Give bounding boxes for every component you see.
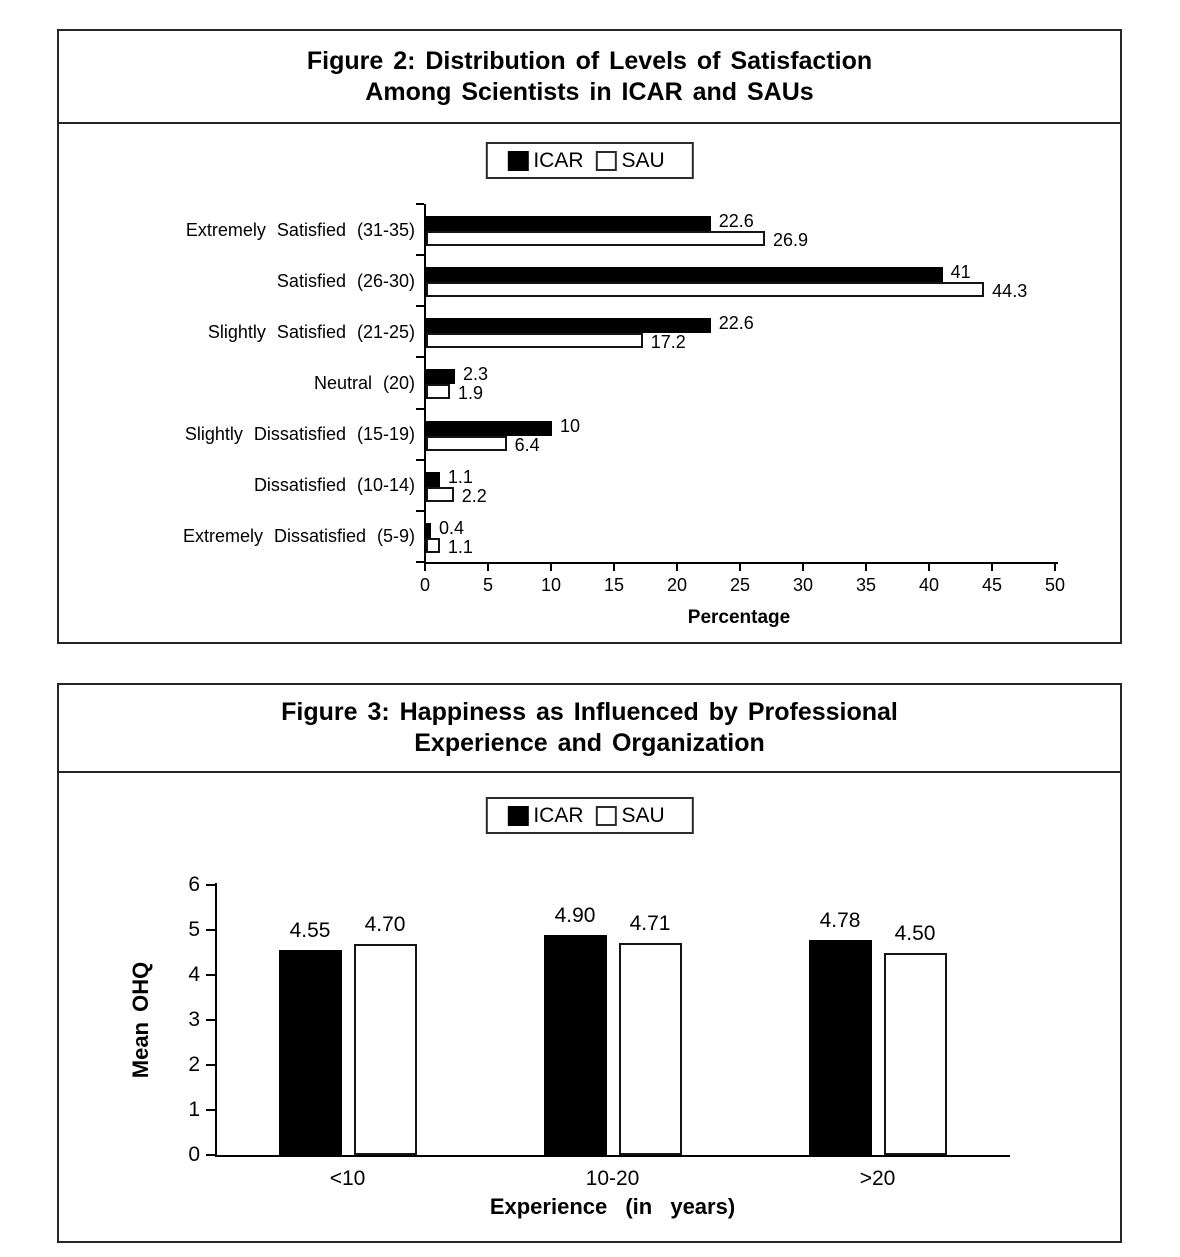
x-tick-label: 40 <box>918 575 940 595</box>
category-label: Neutral (20) <box>313 373 415 393</box>
legend-swatch-icar <box>507 151 528 171</box>
category-label: Extremely Dissatisfied (5-9) <box>182 526 415 547</box>
x-axis-tick <box>928 564 930 571</box>
bar-sau <box>426 282 984 297</box>
bar-value-label: 44.3 <box>992 281 1028 302</box>
figure3-header <box>59 685 1120 773</box>
y-axis-tick <box>206 1064 215 1066</box>
category-label: >20 <box>859 1167 896 1190</box>
y-axis-tick <box>416 510 424 512</box>
bar-value-label: 4.50 <box>894 921 936 945</box>
figure2-title-line-2: Among Scientists in ICAR and SAUs <box>365 77 814 106</box>
bar-sau <box>426 333 643 348</box>
y-tick-label: 1 <box>188 1098 200 1121</box>
x-axis-tick <box>424 564 426 571</box>
x-axis-tick <box>613 564 615 571</box>
bar-value-label: 22.6 <box>718 211 754 231</box>
legend-label-icar: ICAR <box>533 149 584 172</box>
bar-icar <box>426 421 552 436</box>
figure2-title-line-1: Figure 2: Distribution of Levels of Satisfaction <box>306 46 873 75</box>
y-axis-tick <box>416 305 424 307</box>
y-axis-title: Mean OHQ <box>128 961 153 1079</box>
legend-label-sau: SAU <box>621 149 665 172</box>
bar-value-label: 1.9 <box>457 383 483 404</box>
y-axis-tick <box>206 1154 215 1156</box>
bar-value-label: 4.78 <box>819 908 861 932</box>
bar-value-label: 2.2 <box>461 485 487 506</box>
category-label: Extremely Satisfied (31-35) <box>185 219 415 240</box>
bar-icar <box>426 472 440 487</box>
x-tick-label: 25 <box>729 575 751 595</box>
bar-sau <box>426 487 454 502</box>
y-tick-label: 5 <box>188 918 200 941</box>
x-tick-label: 10 <box>540 575 562 595</box>
bar-value-label: 4.90 <box>554 903 596 927</box>
bar-sau <box>426 231 765 246</box>
x-tick-label: 45 <box>981 575 1003 595</box>
x-axis-tick <box>1054 564 1056 571</box>
bar-value-label: 4.71 <box>629 912 671 936</box>
category-label: Slightly Dissatisfied (15-19) <box>184 424 415 445</box>
y-axis-tick <box>416 408 424 410</box>
bar-icar <box>426 216 711 231</box>
y-tick-label: 4 <box>188 963 200 986</box>
bar-sau <box>426 538 440 553</box>
bar-sau <box>426 436 507 451</box>
x-axis-tick <box>676 564 678 571</box>
bar-value-label: 1.1 <box>447 466 473 487</box>
figure3-title-line-2: Experience and Organization <box>414 729 765 757</box>
bar-value-label: 6.4 <box>514 434 540 455</box>
bar-icar <box>426 318 711 333</box>
x-axis-tick <box>550 564 552 571</box>
bar-value-label: 4.55 <box>289 919 331 943</box>
bar-value-label: 1.1 <box>447 536 473 557</box>
x-tick-label: 0 <box>419 575 430 595</box>
x-tick-label: 30 <box>792 575 814 595</box>
legend-label-icar: ICAR <box>533 804 584 827</box>
x-axis-tick <box>739 564 741 571</box>
bar-icar <box>544 935 607 1156</box>
x-axis-tick <box>487 564 489 571</box>
figure3-chart <box>59 773 1120 1241</box>
legend-swatch-sau <box>596 806 617 826</box>
x-axis-line <box>424 562 1058 564</box>
x-axis-line <box>215 1155 1010 1157</box>
bar-value-label: 22.6 <box>718 313 754 334</box>
bar-icar <box>426 267 943 282</box>
category-label: Dissatisfied (10-14) <box>253 475 415 496</box>
y-tick-label: 3 <box>188 1008 200 1031</box>
category-label: Satisfied (26-30) <box>276 270 415 291</box>
x-tick-label: 5 <box>482 575 493 595</box>
y-axis-tick <box>206 974 215 976</box>
y-axis-tick <box>206 884 215 886</box>
y-axis-line <box>215 883 217 1157</box>
category-label: 10-20 <box>585 1167 640 1190</box>
x-axis-title: Percentage <box>687 607 791 628</box>
bar-value-label: 26.9 <box>772 230 808 250</box>
bar-sau <box>354 944 417 1156</box>
category-label: Slightly Satisfied (21-25) <box>207 321 415 342</box>
bar-value-label: 10 <box>560 415 581 436</box>
x-axis-tick <box>802 564 804 571</box>
x-tick-label: 35 <box>855 575 877 595</box>
legend-swatch-sau <box>596 151 617 171</box>
figure3-box <box>57 683 1122 1243</box>
category-label: <10 <box>329 1167 366 1190</box>
bar-icar <box>279 950 342 1155</box>
figure2-box <box>57 29 1122 644</box>
x-tick-label: 50 <box>1044 575 1066 595</box>
figure3-title-line-1: Figure 3: Happiness as Influenced by Professional <box>281 698 898 726</box>
x-axis-title: Experience (in years) <box>489 1194 736 1219</box>
bar-value-label: 4.70 <box>364 912 406 936</box>
bar-value-label: 17.2 <box>650 332 686 353</box>
y-axis-tick <box>206 929 215 931</box>
figure2-header <box>59 31 1120 124</box>
y-tick-label: 0 <box>188 1143 200 1166</box>
bar-icar <box>809 940 872 1155</box>
figure2-legend <box>485 142 693 179</box>
bar-icar <box>426 523 431 538</box>
legend-label-sau: SAU <box>621 804 665 827</box>
y-axis-tick <box>416 356 424 358</box>
x-tick-label: 15 <box>603 575 625 595</box>
bar-sau <box>884 953 947 1156</box>
y-axis-tick <box>416 561 424 563</box>
figure2-chart <box>59 124 1120 642</box>
y-axis-tick <box>206 1019 215 1021</box>
y-axis-tick <box>416 459 424 461</box>
y-tick-label: 6 <box>188 873 200 896</box>
y-axis-tick <box>206 1109 215 1111</box>
x-axis-tick <box>865 564 867 571</box>
figure3-legend <box>485 797 693 834</box>
bar-sau <box>619 943 682 1155</box>
bar-sau <box>426 384 450 399</box>
bar-value-label: 0.4 <box>439 517 465 538</box>
bar-icar <box>426 369 455 384</box>
x-tick-label: 20 <box>666 575 688 595</box>
y-axis-tick <box>416 254 424 256</box>
x-axis-tick <box>991 564 993 571</box>
bar-value-label: 2.3 <box>462 364 488 385</box>
bar-value-label: 41 <box>950 262 971 283</box>
y-axis-tick <box>416 203 424 205</box>
y-tick-label: 2 <box>188 1053 200 1076</box>
legend-swatch-icar <box>507 806 528 826</box>
